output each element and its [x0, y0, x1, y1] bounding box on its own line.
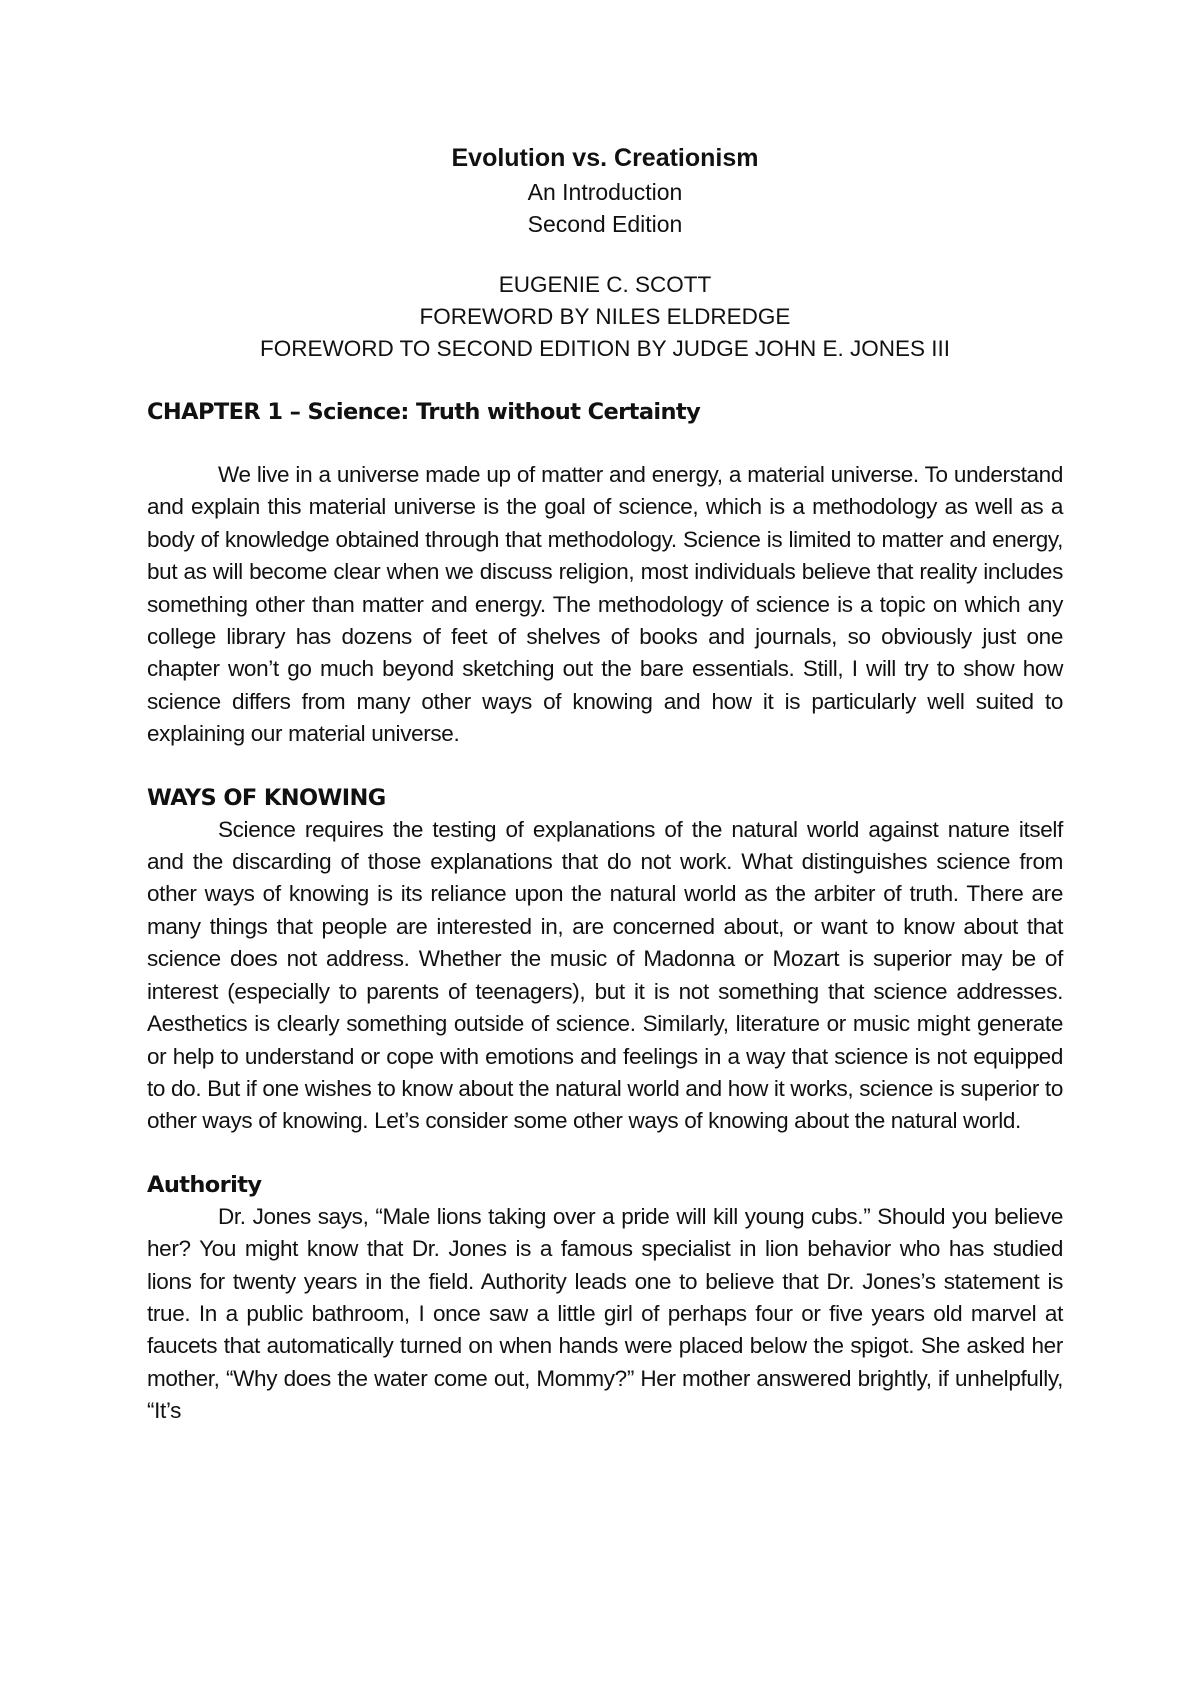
credits-block	[147, 269, 1063, 365]
title-block	[147, 140, 1063, 240]
second-edition-foreword-credit: FOREWORD TO SECOND EDITION BY JUDGE JOHN E. JONES III	[259, 336, 951, 361]
section-heading-ways-of-knowing: WAYS OF KNOWING	[147, 784, 386, 811]
authority-paragraph: Dr. Jones says, “Male lions taking over a pride will kill young cubs.” Should you believe her? You might know that Dr. Jones is a famous specialist in lion behavior who has studied lions for twenty years in the field. Authority leads one to believe that Dr. Jones’s statement is true. In a public bathroom, I once saw a little girl of perhaps four or five years old marvel at faucets that automatically turned on when hands were placed below the spigot. She asked her mother, “Why does the water come out, Mommy?” Her mother answered brightly, if unhelpfully, “It’s	[147, 1203, 1063, 1424]
section-heading-authority: Authority	[147, 1171, 262, 1198]
chapter-heading: CHAPTER 1 – Science: Truth without Certainty	[147, 399, 701, 425]
foreword-credit: FOREWORD BY NILES ELDREDGE	[419, 304, 791, 329]
book-subtitle: An Introduction	[527, 179, 683, 205]
author-name: EUGENIE C. SCOTT	[498, 272, 712, 297]
ways-of-knowing-paragraph: Science requires the testing of explanations of the natural world against nature itself and the discarding of those explanations that do not work. What distinguishes science from other ways of knowing is its reliance upon the natural world as the arbiter of truth. There are many things that people are interested in, are concerned about, or want to know about that science does not address. Whether the music of Madonna or Mozart is superior may be of interest (especially to parents of teenagers), but it is not something that science addresses. Aesthetics is clearly something outside of science. Similarly, literature or music might generate or help to understand or cope with emotions and feelings in a way that science is not equipped to do. But if one wishes to know about the natural world and how it works, science is superior to other ways of knowing. Let’s consider some other ways of knowing about the natural world.	[147, 816, 1063, 1134]
chapter-intro-paragraph: We live in a universe made up of matter and energy, a material universe. To understand and explain this material universe is the goal of science, which is a methodology as well as a body of knowledge obtained through that methodology. Science is limited to matter and energy, but as will become clear when we discuss religion, most individuals believe that reality includes something other than matter and energy. The methodology of science is a topic on which any college library has dozens of feet of shelves of books and journals, so obviously just one chapter won’t go much beyond sketching out the bare essentials. Still, I will try to show how science differs from many other ways of knowing and how it is particularly well suited to explaining our material universe.	[147, 462, 1063, 747]
book-title: Evolution vs. Creationism	[451, 144, 759, 172]
document-page	[147, 140, 1063, 1428]
book-edition: Second Edition	[527, 211, 683, 237]
